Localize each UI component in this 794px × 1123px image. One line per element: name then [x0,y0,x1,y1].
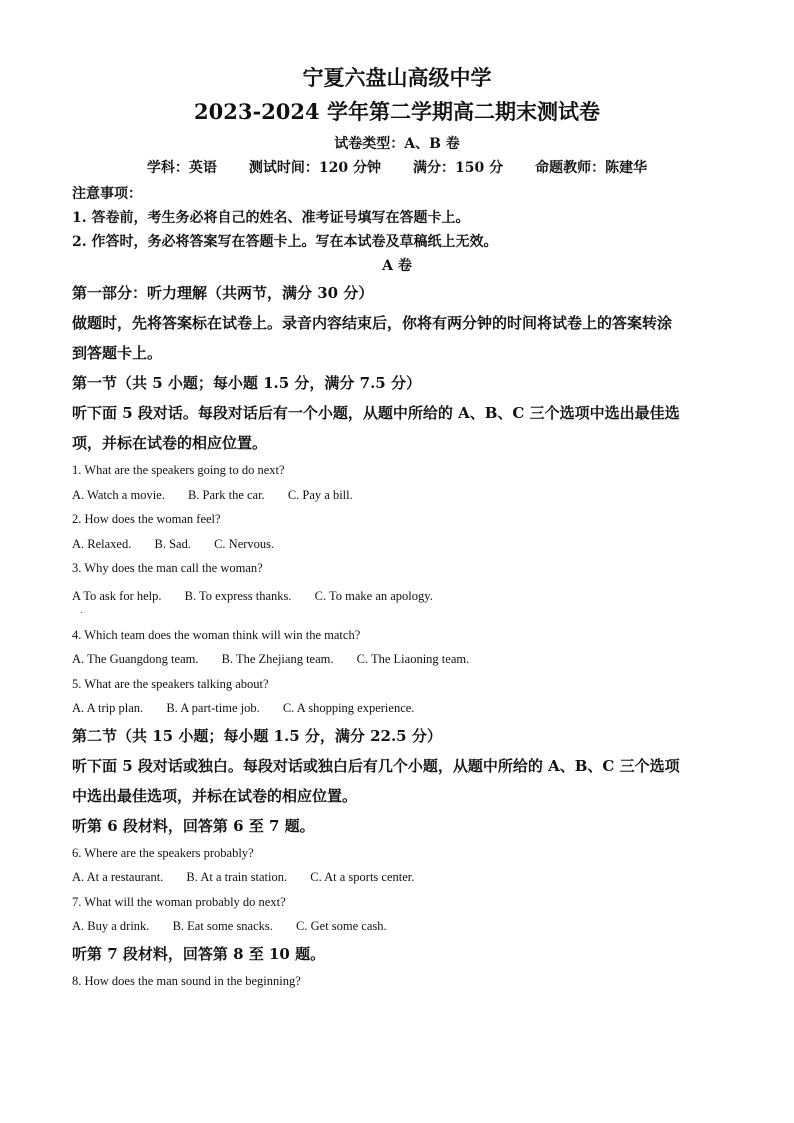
option-b: B. Park the car. [187,487,265,502]
option-c: C. A shopping experience. [282,701,415,715]
option-a: A. A trip plan. [72,701,144,715]
options-3 [72,581,722,607]
time-info: 测试时间：120 分钟 [248,160,381,176]
options-1 [72,483,722,508]
options-5 [72,696,722,721]
exam-page [72,64,722,993]
option-a: A. Relaxed. [72,536,132,551]
question-3: 3. Why does the man call the woman? [72,561,263,575]
question-6: 6. Where are the speakers probably? [72,845,254,860]
section1-instruction-line: 听下面 5 段对话。每段对话后有一个小题，从题中所给的 A、B、C 三个选项中选出最佳选 [72,404,680,422]
score-info: 满分：150 分 [413,160,504,176]
options-2 [72,532,722,557]
option-b: B. At a train station. [186,870,288,884]
option-c: C. Nervous. [214,536,275,551]
option-a: A. At a restaurant. [72,870,164,884]
options-6 [72,865,722,890]
subject-info: 学科：英语 [146,160,217,176]
section2-instruction-line: 中选出最佳选项，并标在试卷的相应位置。 [72,786,358,805]
part1-instruction-line: 到答题卡上。 [72,344,163,362]
section2-title: 第二节（共 15 小题；每小题 1.5 分，满分 22.5 分） [72,726,442,745]
option-b: B. Eat some snacks. [172,919,273,933]
school-name: 宁夏六盘山高级中学 [302,65,492,90]
volume-label: A 卷 [382,258,412,274]
exam-title: 2023-2024 学年第二学期高二期末测试卷 [194,99,600,124]
question-7: 7. What will the woman probably do next? [72,894,286,909]
option-c: C. To make an apology. [314,588,433,603]
teacher-info: 命题教师：陈建华 [535,160,648,176]
option-b: B. The Zhejiang team. [221,652,334,666]
options-4 [72,647,722,672]
section2-instruction-line: 听下面 5 段对话或独白。每段对话或独白后有几个小题，从题中所给的 A、B、C 三个选项 [72,756,680,775]
option-b: B. To express thanks. [184,588,292,603]
section1-title: 第一节（共 5 小题；每小题 1.5 分，满分 7.5 分） [72,374,421,392]
question-8: 8. How does the man sound in the beginning? [72,973,301,988]
option-c: C. The Liaoning team. [356,652,470,666]
exam-info-row [72,158,722,182]
options-7 [72,914,722,939]
option-c: C. At a sports center. [310,870,415,884]
note-item: 2. 作答时，务必将答案写在答题卡上。写在本试卷及草稿纸上无效。 [72,234,498,250]
option-a: A. The Guangdong team. [72,652,199,666]
option-c: C. Get some cash. [296,919,387,933]
option-a: A To ask for help. [72,588,162,603]
option-a: A. Watch a movie. [72,487,165,502]
group6-title: 听第 6 段材料，回答第 6 至 7 题。 [72,816,315,835]
question-5: 5. What are the speakers talking about? [72,676,269,691]
group7-title: 听第 7 段材料，回答第 8 至 10 题。 [72,944,326,963]
notes-title: 注意事项： [72,186,142,202]
part1-title: 第一部分：听力理解（共两节，满分 30 分） [72,284,374,302]
option-b: B. Sad. [154,536,191,551]
option-a: A. Buy a drink. [72,919,150,933]
question-1: 1. What are the speakers going to do next? [72,463,285,477]
question-4: 4. Which team does the woman think will win the match? [72,627,361,642]
part1-instruction-line: 做题时，先将答案标在试卷上。录音内容结束后，你将有两分钟的时间将试卷上的答案转涂 [72,314,673,332]
stray-dot: . [80,605,83,615]
paper-type: 试卷类型：A、B 卷 [334,136,460,152]
option-b: B. A part-time job. [166,701,260,715]
note-item: 1. 答卷前，考生务必将自己的姓名、准考证号填写在答题卡上。 [72,210,470,226]
section1-instruction-line: 项，并标在试卷的相应位置。 [72,434,268,452]
option-c: C. Pay a bill. [287,487,353,502]
question-2: 2. How does the woman feel? [72,512,221,526]
